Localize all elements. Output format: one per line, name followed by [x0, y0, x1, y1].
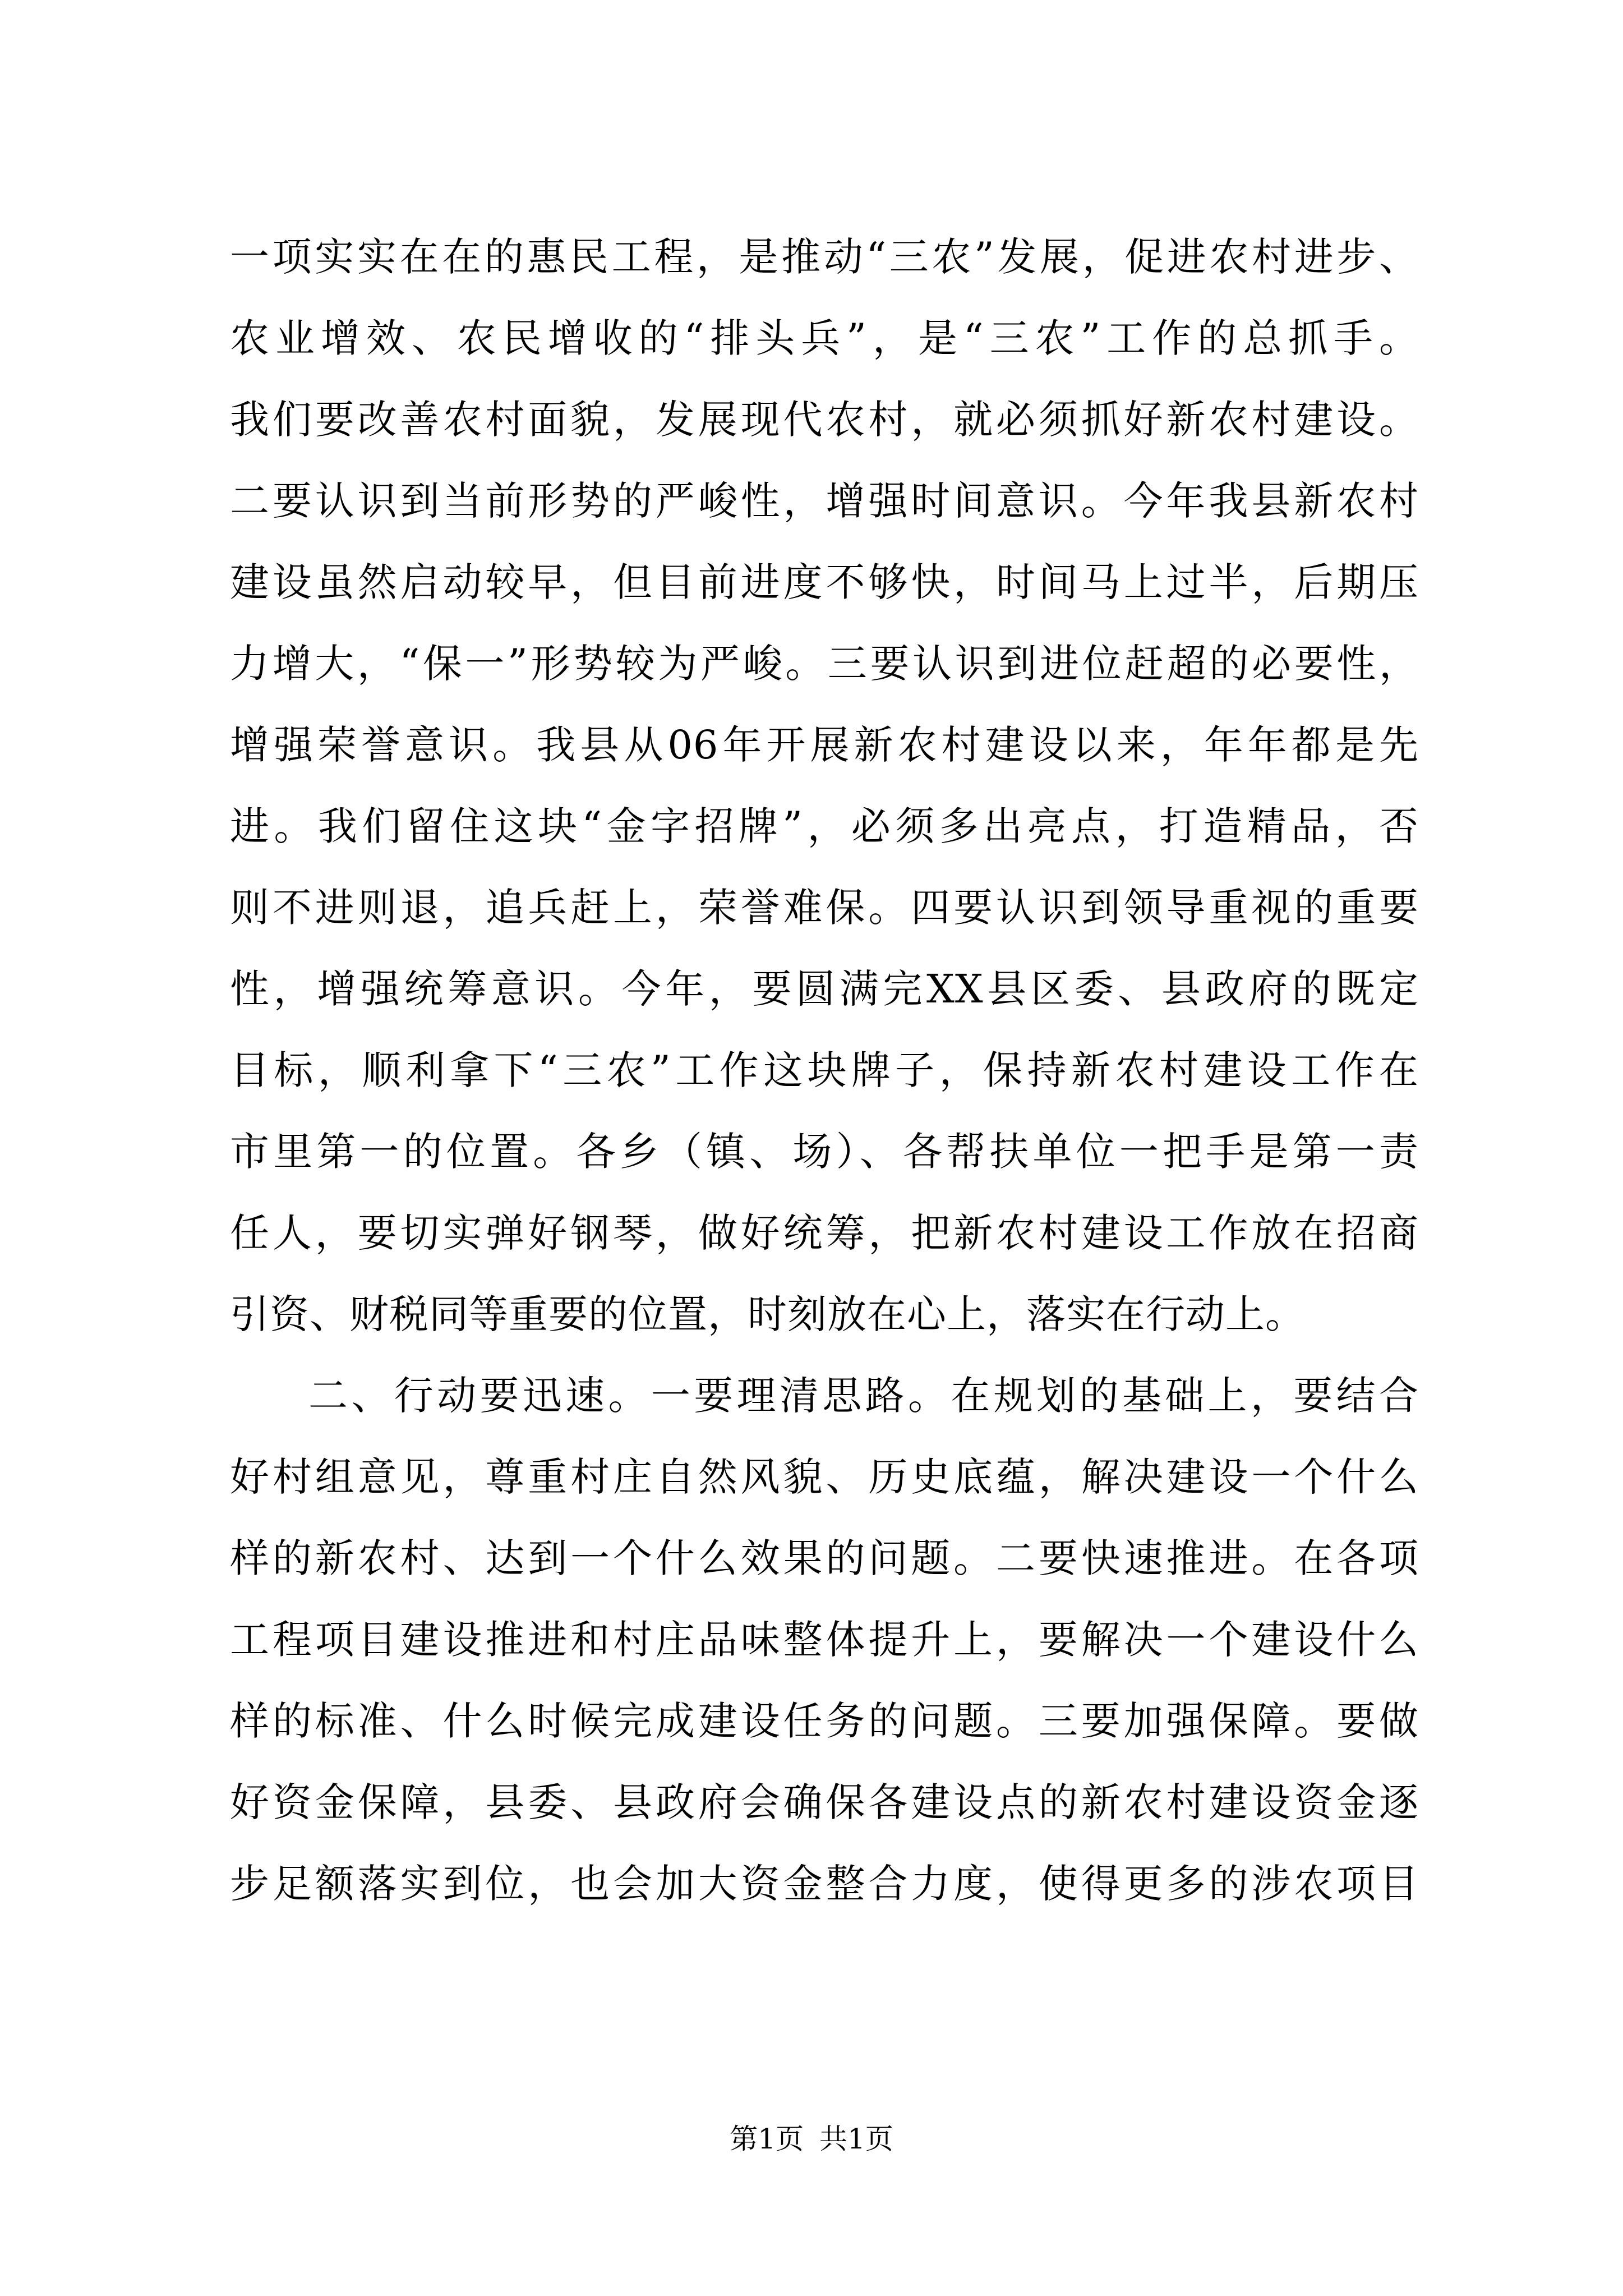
text-line: 目标，顺利拿下“三农”工作这块牌子，保持新农村建设工作在: [230, 1047, 1419, 1093]
text-line: 步足额落实到位，也会加大资金整合力度，使得更多的涉农项目: [230, 1861, 1419, 1907]
text-line: 则不进则退，追兵赶上，荣誉难保。四要认识到领导重视的重要: [230, 885, 1419, 931]
page-footer: [0, 2119, 1623, 2159]
text-line: 好村组意见，尊重村庄自然风貌、历史底蕴，解决建设一个什么: [230, 1454, 1419, 1500]
text-line: 建设虽然启动较早，但目前进度不够快，时间马上过半，后期压: [230, 559, 1419, 605]
body-text: [230, 217, 1419, 1925]
text-line: 二要认识到当前形势的严峻性，增强时间意识。今年我县新农村: [230, 478, 1419, 524]
text-line: 样的标准、什么时候完成建设任务的问题。三要加强保障。要做: [230, 1698, 1419, 1744]
text-line: 样的新农村、达到一个什么效果的问题。二要快速推进。在各项: [230, 1535, 1419, 1581]
text-line: 农业增效、农民增收的“排头兵”，是“三农”工作的总抓手。: [230, 315, 1419, 361]
text-line: 性，增强统筹意识。今年，要圆满完XX县区委、县政府的既定: [230, 966, 1419, 1012]
text-line: 任人，要切实弹好钢琴，做好统筹，把新农村建设工作放在招商: [230, 1210, 1419, 1256]
text-line: 好资金保障，县委、县政府会确保各建设点的新农村建设资金逐: [230, 1779, 1419, 1825]
text-line: 力增大，“保一”形势较为严峻。三要认识到进位赶超的必要性，: [230, 641, 1419, 687]
text-line: 一项实实在在的惠民工程，是推动“三农”发展，促进农村进步、: [230, 234, 1419, 280]
text-line: 引资、财税同等重要的位置，时刻放在心上，落实在行动上。: [230, 1291, 1305, 1337]
text-line: 市里第一的位置。各乡（镇、场）、各帮扶单位一把手是第一责: [230, 1129, 1419, 1175]
paragraph-start-line: 二、行动要迅速。一要理清思路。在规划的基础上，要结合: [308, 1373, 1419, 1419]
page-number: 第1页: [730, 2123, 804, 2155]
text-line: 进。我们留住这块“金字招牌”，必须多出亮点，打造精品，否: [230, 803, 1419, 849]
text-line: 增强荣誉意识。我县从06年开展新农村建设以来，年年都是先: [230, 722, 1419, 768]
text-line: 我们要改善农村面貌，发展现代农村，就必须抓好新农村建设。: [230, 397, 1419, 443]
page-total: 共1页: [819, 2123, 893, 2155]
text-line: 工程项目建设推进和村庄品味整体提升上，要解决一个建设什么: [230, 1617, 1419, 1663]
